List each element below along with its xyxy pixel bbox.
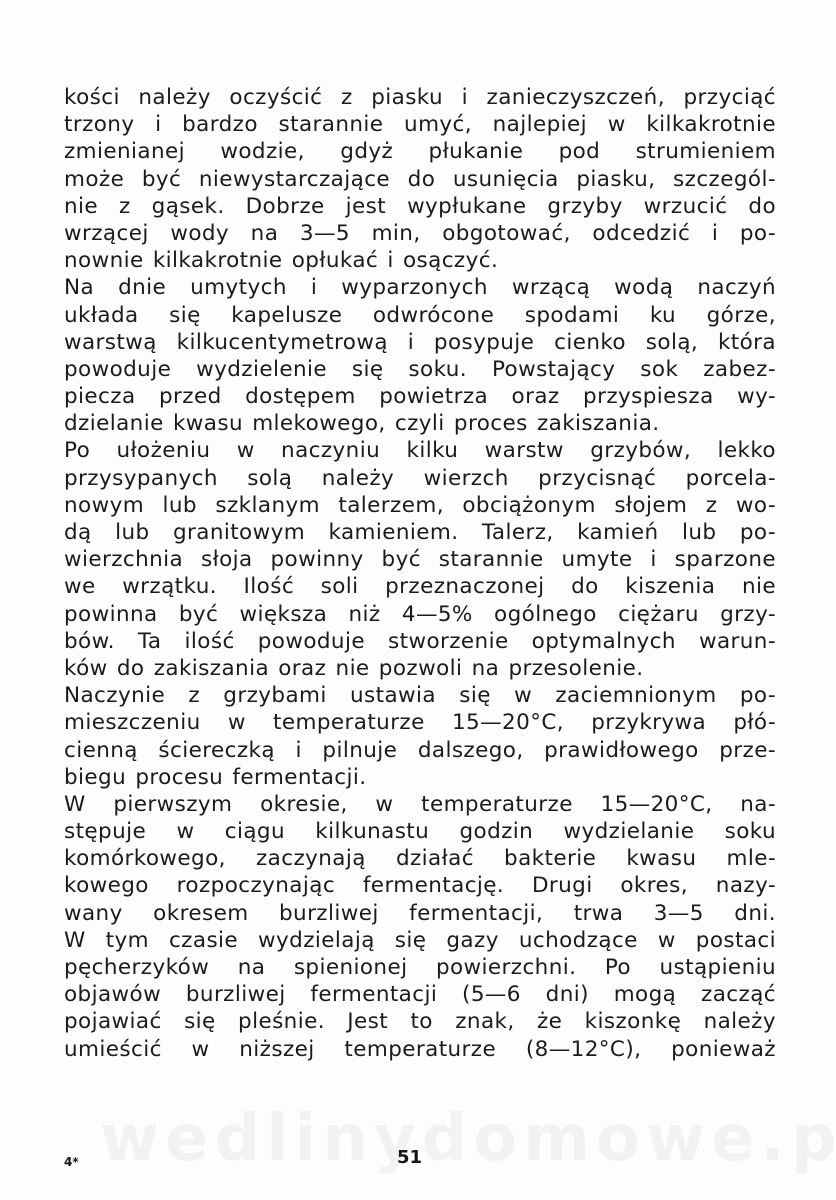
text-line: pęcherzyków na spienionej powierzchni. Po ustąpieniu	[64, 955, 776, 980]
text-line: bów. Ta ilość powoduje stworzenie optymalnych warun-	[64, 628, 776, 654]
signature-mark: 4*	[64, 1155, 79, 1169]
text-line: objawów burzliwej fermentacji (5—6 dni) mogą zacząć	[64, 982, 776, 1008]
text-line: Po ułożeniu w naczyniu kilku warstw grzybów, lekko	[64, 438, 776, 464]
text-line: warstwą kilkucentymetrową i posypuje cienko solą, która	[64, 329, 776, 355]
text-line: mieszczeniu w temperaturze 15—20°C, przykrywa płó-	[64, 710, 776, 736]
text-line: biegu procesu fermentacji.	[64, 764, 367, 790]
text-line: umieścić w niższej temperaturze (8—12°C), ponieważ	[64, 1036, 776, 1062]
text-line: trzony i bardzo starannie umyć, najlepiej w kilkakrotnie	[64, 112, 776, 138]
text-line: przysypanych solą należy wierzch przycisnąć porcela-	[64, 465, 776, 491]
text-line: wany okresem burzliwej fermentacji, trwa 3—5 dni.	[64, 900, 776, 926]
text-line: W tym czasie wydzielają się gazy uchodzące w postaci	[64, 927, 776, 953]
text-line: W pierwszym okresie, w temperaturze 15—20°C, na-	[64, 791, 776, 817]
text-line: Na dnie umytych i wyparzonych wrzącą wodą naczyń	[64, 275, 776, 301]
text-line: pojawiać się pleśnie. Jest to znak, że kiszonkę należy	[64, 1009, 776, 1035]
text-line: kowego rozpoczynając fermentację. Drugi okres, nazy-	[64, 873, 776, 899]
text-line: stępuje w ciągu kilkunastu godzin wydzielanie soku	[64, 819, 776, 845]
text-line: we wrzątku. Ilość soli przeznaczonej do kiszenia nie	[64, 574, 776, 600]
text-line: Naczynie z grzybami ustawia się w zaciemnionym po-	[64, 683, 776, 709]
text-line: wierzchnia słoja powinny być starannie umyte i sparzone	[64, 547, 776, 573]
text-line: powoduje wydzielenie się soku. Powstający sok zabez-	[64, 356, 776, 382]
text-line: kości należy oczyścić z piasku i zanieczyszczeń, przyciąć	[64, 85, 776, 110]
text-line: nie z gąsek. Dobrze jest wypłukane grzyby wrzucić do	[64, 193, 776, 219]
text-line: piecza przed dostępem powietrza oraz przyspiesza wy-	[64, 384, 776, 410]
text-line: dą lub granitowym kamieniem. Talerz, kamień lub po-	[64, 520, 776, 545]
text-line: ków do zakiszania oraz nie pozwoli na przesolenie.	[64, 655, 644, 681]
text-line: nowym lub szklanym talerzem, obciążonym słojem z wo-	[64, 492, 776, 518]
text-line: nownie kilkakrotnie opłukać i osączyć.	[64, 248, 499, 274]
text-line: zmienianej wodzie, gdyż płukanie pod strumieniem	[64, 139, 776, 165]
text-line: powinna być większa niż 4—5% ogólnego ciężaru grzy-	[64, 601, 776, 627]
body-text	[64, 84, 776, 1063]
page-number: 51	[397, 1147, 423, 1168]
text-line: komórkowego, zaczynają działać bakterie kwasu mle-	[64, 846, 776, 872]
text-line: cienną ściereczką i pilnuje dalszego, prawidłowego prze-	[64, 737, 776, 763]
text-line: wrzącej wody na 3—5 min, obgotować, odcedzić i po-	[64, 220, 776, 246]
text-line: może być niewystarczające do usunięcia piasku, szczegól-	[64, 166, 776, 192]
text-line: dzielanie kwasu mlekowego, czyli proces zakiszania.	[64, 411, 660, 437]
text-line: układa się kapelusze odwrócone spodami ku górze,	[64, 302, 776, 328]
